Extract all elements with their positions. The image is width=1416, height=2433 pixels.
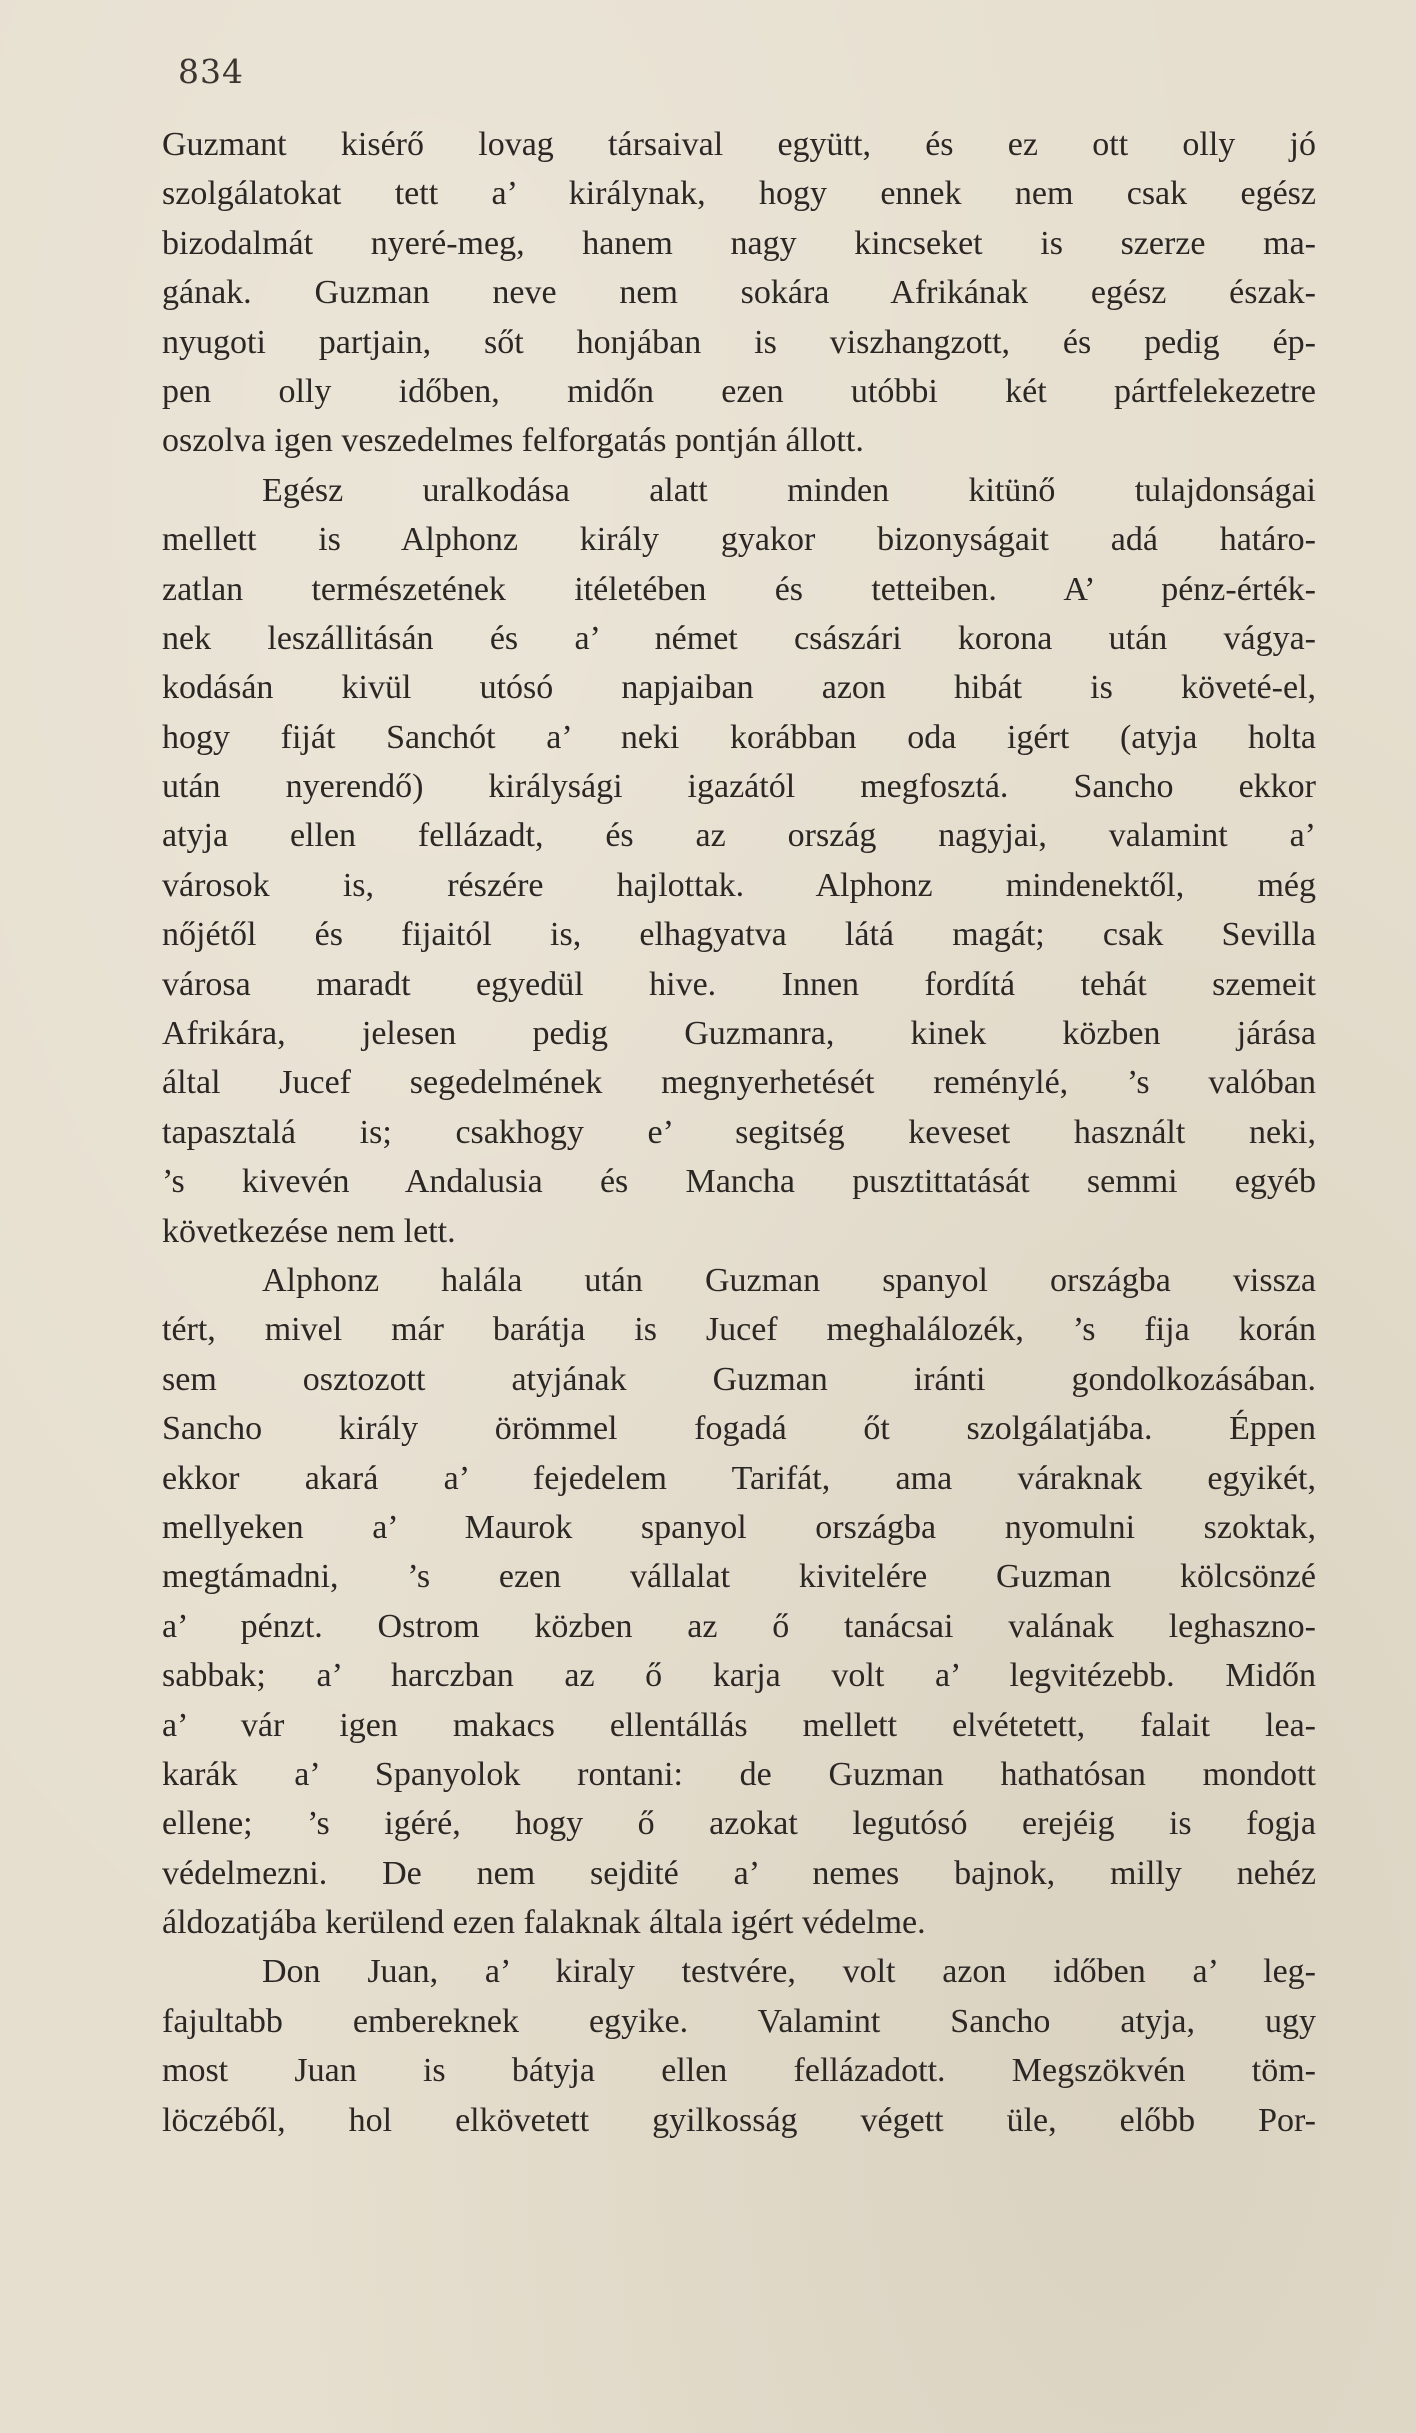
text-line: ’s kivevén Andalusia és Mancha pusztittatását semmi egyéb — [162, 1163, 1316, 1201]
text-line: oszolva igen veszedelmes felforgatás pontján állott. — [162, 422, 864, 460]
text-line: ellene; ’s igéré, hogy ő azokat legutósó erejéig is fogja — [162, 1805, 1316, 1843]
text-line: Sancho király örömmel fogadá őt szolgálatjába. Éppen — [162, 1410, 1316, 1448]
text-line: löczéből, hol elkövetett gyilkosság végett üle, előbb Por- — [162, 2101, 1316, 2139]
page-number: 834 — [178, 52, 244, 91]
text-line: következése nem lett. — [162, 1212, 456, 1250]
text-line: karák a’ Spanyolok rontani: de Guzman hathatósan mondott — [162, 1755, 1316, 1793]
text-line: tapasztalá is; csakhogy e’ segitség keveset használt neki, — [162, 1113, 1316, 1151]
text-line: Alphonz halála után Guzman spanyol országba vissza — [262, 1261, 1316, 1299]
text-line: városa maradt egyedül hive. Innen fordítá tehát szemeit — [162, 965, 1316, 1003]
text-line: mellyeken a’ Maurok spanyol országba nyomulni szoktak, — [162, 1508, 1316, 1546]
text-line: védelmezni. De nem sejdité a’ nemes bajnok, milly nehéz — [162, 1854, 1316, 1892]
text-line: ekkor akará a’ fejedelem Tarifát, ama váraknak egyikét, — [162, 1459, 1316, 1497]
text-line: nyugoti partjain, sőt honjában is viszhangzott, és pedig ép- — [162, 323, 1316, 361]
text-line: zatlan természetének itéletében és tetteiben. A’ pénz-érték- — [162, 570, 1316, 608]
text-line: városok is, részére hajlottak. Alphonz mindenektől, még — [162, 866, 1316, 904]
text-line: Guzmant kisérő lovag társaival együtt, és ez ott olly jó — [162, 126, 1316, 163]
text-line: bizodalmát nyeré-meg, hanem nagy kincseket is szerze ma- — [162, 224, 1316, 262]
text-line: Don Juan, a’ kiraly testvére, volt azon időben a’ leg- — [262, 1953, 1316, 1991]
text-line: által Jucef segedelmének megnyerhetését reménylé, ’s valóban — [162, 1064, 1316, 1102]
text-line: a’ vár igen makacs ellentállás mellett elvétetett, falait lea- — [162, 1706, 1316, 1744]
text-line: Egész uralkodása alatt minden kitünő tulajdonságai — [262, 471, 1316, 509]
text-line: gának. Guzman neve nem sokára Afrikának egész észak- — [162, 274, 1316, 312]
text-line: után nyerendő) királysági igazától megfosztá. Sancho ekkor — [162, 768, 1316, 806]
text-line: most Juan is bátyja ellen fellázadott. Megszökvén töm- — [162, 2052, 1316, 2090]
text-line: mellett is Alphonz király gyakor bizonyságait adá határo- — [162, 521, 1316, 559]
text-line: áldozatjába kerülend ezen falaknak általa igért védelme. — [162, 1904, 926, 1942]
text-line: sem osztozott atyjának Guzman iránti gondolkozásában. — [162, 1360, 1316, 1398]
text-line: tért, mivel már barátja is Jucef meghalálozék, ’s fija korán — [162, 1311, 1316, 1349]
text-line: megtámadni, ’s ezen vállalat kivitelére Guzman kölcsönzé — [162, 1558, 1316, 1596]
body-text — [162, 120, 1316, 2145]
text-line: nőjétől és fijaitól is, elhagyatva látá magát; csak Sevilla — [162, 916, 1316, 954]
text-line: sabbak; a’ harczban az ő karja volt a’ legvitézebb. Midőn — [162, 1657, 1316, 1695]
text-line: kodásán kivül utósó napjaiban azon hibát is követé-el, — [162, 669, 1316, 707]
text-line: pen olly időben, midőn ezen utóbbi két pártfelekezetre — [162, 372, 1316, 410]
text-line: Afrikára, jelesen pedig Guzmanra, kinek közben járása — [162, 1015, 1316, 1053]
text-line: nek leszállitásán és a’ német császári korona után vágya- — [162, 619, 1316, 657]
text-line: atyja ellen fellázadt, és az ország nagyjai, valamint a’ — [162, 817, 1316, 855]
text-line: hogy fiját Sanchót a’ neki korábban oda igért (atyja holta — [162, 718, 1316, 756]
text-line: a’ pénzt. Ostrom közben az ő tanácsai valának leghaszno- — [162, 1607, 1316, 1645]
text-line: szolgálatokat tett a’ királynak, hogy ennek nem csak egész — [162, 175, 1316, 213]
text-line: fajultabb embereknek egyike. Valamint Sancho atyja, ugy — [162, 2002, 1316, 2040]
